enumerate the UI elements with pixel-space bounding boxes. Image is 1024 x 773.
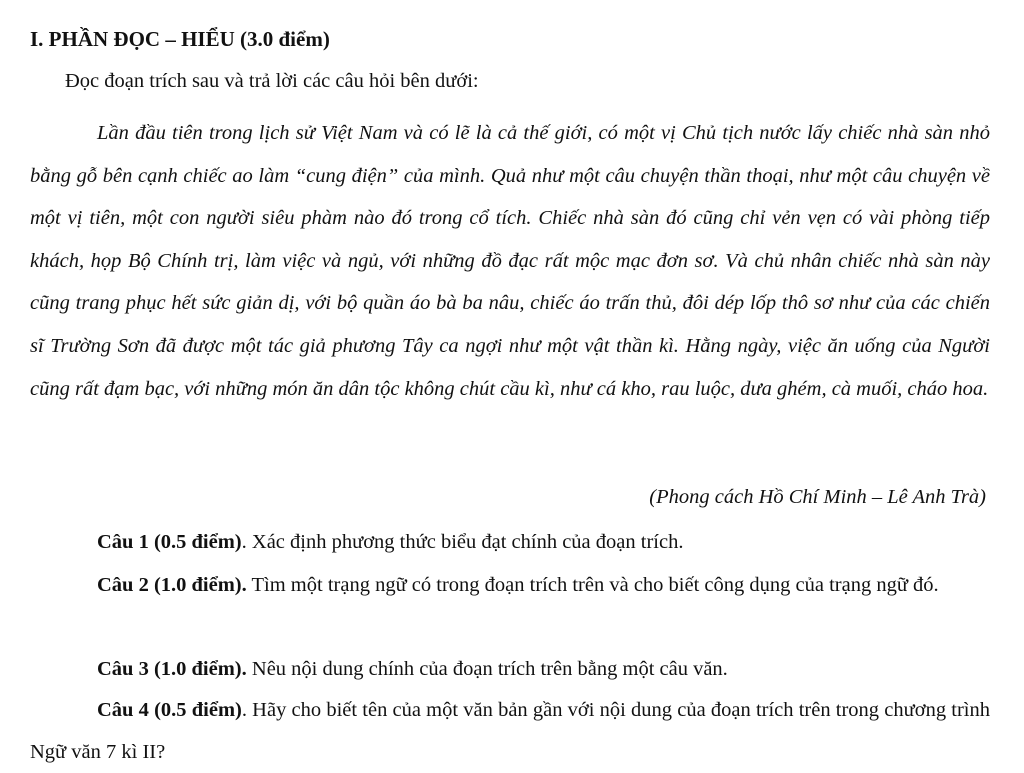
question-1-text: . Xác định phương thức biểu đạt chính của đoạn trích. [241, 531, 684, 553]
question-1-label: Câu 1 (0.5 điểm) [97, 531, 242, 553]
reading-instruction: Đọc đoạn trích sau và trả lời các câu hỏi bên dưới: [65, 70, 479, 92]
section-heading: I. PHẦN ĐỌC – HIỂU (3.0 điểm) [30, 27, 330, 51]
question-3-text: Nêu nội dung chính của đoạn trích trên bằng một câu văn. [246, 658, 728, 680]
question-1 [30, 521, 990, 563]
question-3-label: Câu 3 (1.0 điểm). [97, 658, 247, 680]
question-4 [30, 689, 990, 773]
reading-passage: Lần đầu tiên trong lịch sử Việt Nam và có lẽ là cả thế giới, có một vị Chủ tịch nước lấy chiếc nhà sàn nhỏ bằng gỗ bên cạnh chiếc ao làm “cung điện” của mình. Quả như một câu chuyện thần thoại, như một câu chuyện về một vị tiên, một con người siêu phàm nào đó trong cổ tích. Chiếc nhà sàn đó cũng chỉ vẻn vẹn có vài phòng tiếp khách, họp Bộ Chính trị, làm việc và ngủ, với những đồ đạc rất mộc mạc đơn sơ. Và chủ nhân chiếc nhà sàn này cũng trang phục hết sức giản dị, với bộ quần áo bà ba nâu, chiếc áo trấn thủ, đôi dép lốp thô sơ như của các chiến sĩ Trường Sơn đã được một tác giả phương Tây ca ngợi như một vật thần kì. Hằng ngày, việc ăn uống của Người cũng rất đạm bạc, với những món ăn dân tộc không chút cầu kì, như cá kho, rau luộc, dưa ghém, cà muối, cháo hoa. [30, 122, 990, 400]
question-2 [30, 564, 990, 606]
question-2-text: Tìm một trạng ngữ có trong đoạn trích trên và cho biết công dụng của trạng ngữ đó. [246, 574, 939, 596]
passage-source: (Phong cách Hồ Chí Minh – Lê Anh Trà) [649, 486, 986, 508]
question-4-label: Câu 4 (0.5 điểm) [97, 699, 242, 721]
question-3 [30, 648, 990, 690]
question-4-text: . Hãy cho biết tên của một văn bản gần với nội dung của đoạn trích trên trong chương trình Ngữ văn 7 kì II? [30, 699, 990, 763]
question-2-label: Câu 2 (1.0 điểm). [97, 574, 247, 596]
